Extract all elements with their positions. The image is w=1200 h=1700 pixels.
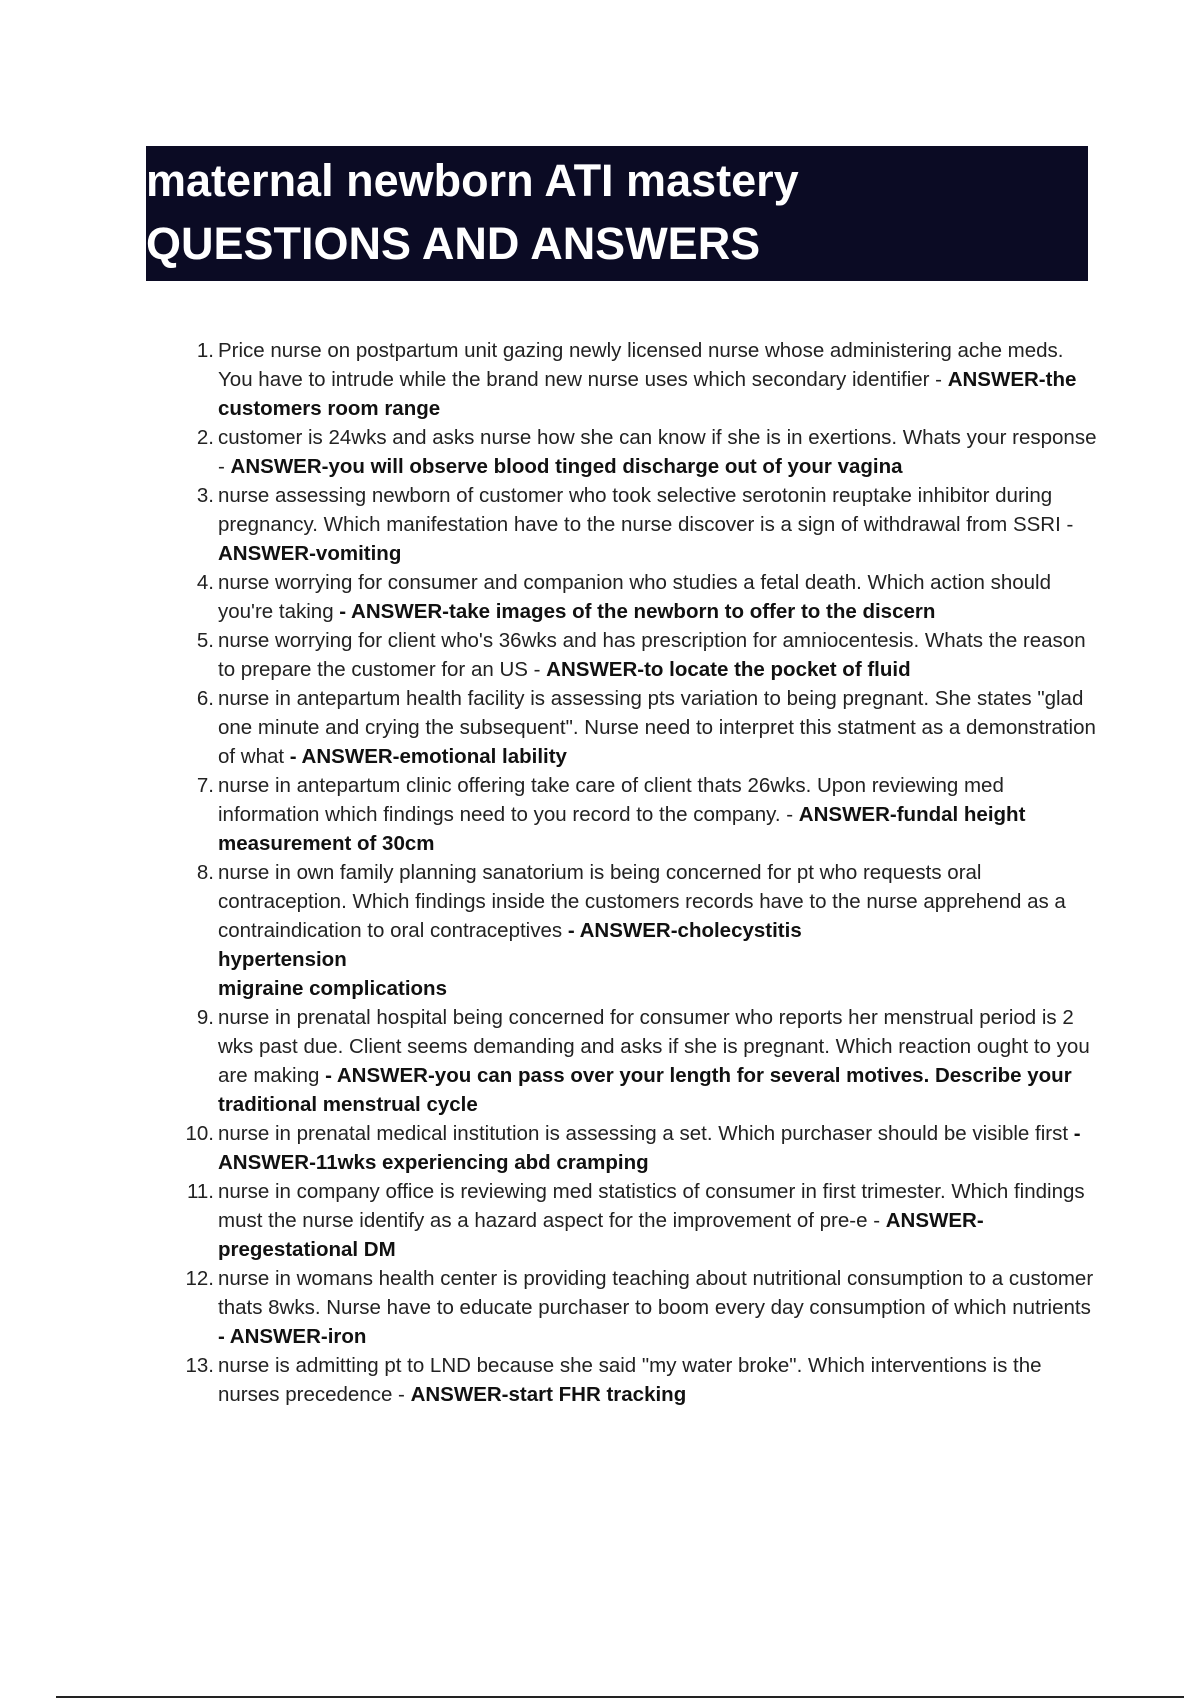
qa-answer: ANSWER-fundal height measurement of 30cm — [218, 803, 1026, 855]
qa-answer: ANSWER-the customers room range — [218, 368, 1077, 420]
qa-answer: - ANSWER-you can pass over your length for several motives. Describe your traditional menstrual cycle — [218, 1064, 1072, 1116]
qa-answer: ANSWER-vomiting — [218, 542, 402, 565]
qa-question: nurse in prenatal hospital being concerned for consumer who reports her menstrual period is 2 wks past due. Client seems demanding and asks if she is pregnant. Which reaction ought to you are making — [218, 1006, 1090, 1087]
qa-question: nurse worrying for consumer and companion who studies a fetal death. Which action should you're taking — [218, 571, 1051, 623]
qa-number: 8. — [196, 861, 214, 884]
qa-question: nurse in antepartum health facility is assessing pts variation to being pregnant. She states "glad one minute and crying the subsequent". Nurse need to interpret this statment as a demonstration of what — [218, 687, 1096, 768]
qa-number: 7. — [196, 774, 214, 797]
qa-answer: hypertension — [218, 948, 347, 971]
qa-question: customer is 24wks and asks nurse how she can know if she is in exertions. Whats your response - — [218, 426, 1097, 478]
title-line-2: QUESTIONS AND ANSWERS — [146, 218, 761, 269]
qa-item — [196, 684, 1098, 771]
qa-question: nurse in antepartum clinic offering take care of client thats 26wks. Upon reviewing med information which findings need to you record to the company. - — [218, 774, 1004, 826]
qa-item — [196, 336, 1098, 423]
qa-item — [196, 771, 1098, 858]
title-line-1: maternal newborn ATI mastery — [146, 155, 799, 206]
qa-number: 13. — [185, 1354, 214, 1377]
qa-number: 1. — [196, 339, 214, 362]
qa-answer: - ANSWER-11wks experiencing abd cramping — [218, 1122, 1081, 1174]
qa-number: 10. — [185, 1122, 214, 1145]
qa-question: nurse in womans health center is providing teaching about nutritional consumption to a customer thats 8wks. Nurse have to educate purchaser to boom every day consumption of which nutrients — [218, 1267, 1094, 1319]
qa-list — [185, 336, 1098, 1409]
qa-number: 11. — [187, 1180, 214, 1203]
qa-question: nurse assessing newborn of customer who took selective serotonin reuptake inhibitor during pregnancy. Which manifestation have to the nurse discover is a sign of withdrawal from SSRI - — [218, 484, 1074, 536]
qa-number: 2. — [196, 426, 214, 449]
qa-item — [185, 1119, 1098, 1177]
qa-answer: - ANSWER-iron — [218, 1325, 367, 1348]
qa-item — [185, 1351, 1098, 1409]
qa-item — [196, 1003, 1098, 1119]
qa-item — [196, 481, 1098, 568]
qa-item — [196, 626, 1098, 684]
qa-number: 3. — [196, 484, 214, 507]
qa-answer: - ANSWER-cholecystitis — [567, 919, 802, 942]
qa-question: nurse in prenatal medical institution is assessing a set. Which purchaser should be visible first — [218, 1122, 1074, 1145]
qa-question: nurse in company office is reviewing med statistics of consumer in first trimester. Which findings must the nurse identify as a hazard aspect for the improvement of pre-e - — [218, 1180, 1085, 1232]
qa-number: 9. — [196, 1006, 214, 1029]
qa-number: 4. — [196, 571, 214, 594]
qa-answer: migraine complications — [218, 977, 447, 1000]
qa-question: nurse worrying for client who's 36wks and has prescription for amniocentesis. Whats the reason to prepare the customer for an US - — [218, 629, 1086, 681]
qa-answer: - ANSWER-emotional lability — [289, 745, 567, 768]
title-banner — [146, 146, 1088, 281]
qa-item — [185, 1264, 1098, 1351]
qa-item — [196, 568, 1098, 626]
qa-item — [196, 858, 1098, 1003]
qa-question: Price nurse on postpartum unit gazing newly licensed nurse whose administering ache meds. You have to intrude while the brand new nurse uses which secondary identifier - — [218, 339, 1064, 391]
qa-number: 12. — [185, 1267, 214, 1290]
qa-question: nurse in own family planning sanatorium is being concerned for pt who requests oral contraception. Which findings inside the customers records have to the nurse apprehend as a contraindication to oral contraceptives — [218, 861, 1066, 942]
page-bottom-rule — [56, 1696, 1184, 1698]
qa-question: nurse is admitting pt to LND because she said "my water broke". Which interventions is the nurses precedence - — [218, 1354, 1042, 1406]
qa-number: 5. — [196, 629, 214, 652]
qa-answer: - ANSWER-take images of the newborn to offer to the discern — [339, 600, 936, 623]
qa-item — [196, 423, 1098, 481]
qa-answer: ANSWER-start FHR tracking — [410, 1383, 687, 1406]
qa-item — [187, 1177, 1098, 1264]
qa-answer: ANSWER-pregestational DM — [218, 1209, 984, 1261]
qa-answer: ANSWER-to locate the pocket of fluid — [546, 658, 911, 681]
qa-number: 6. — [196, 687, 214, 710]
qa-answer: ANSWER-you will observe blood tinged discharge out of your vagina — [230, 455, 903, 478]
